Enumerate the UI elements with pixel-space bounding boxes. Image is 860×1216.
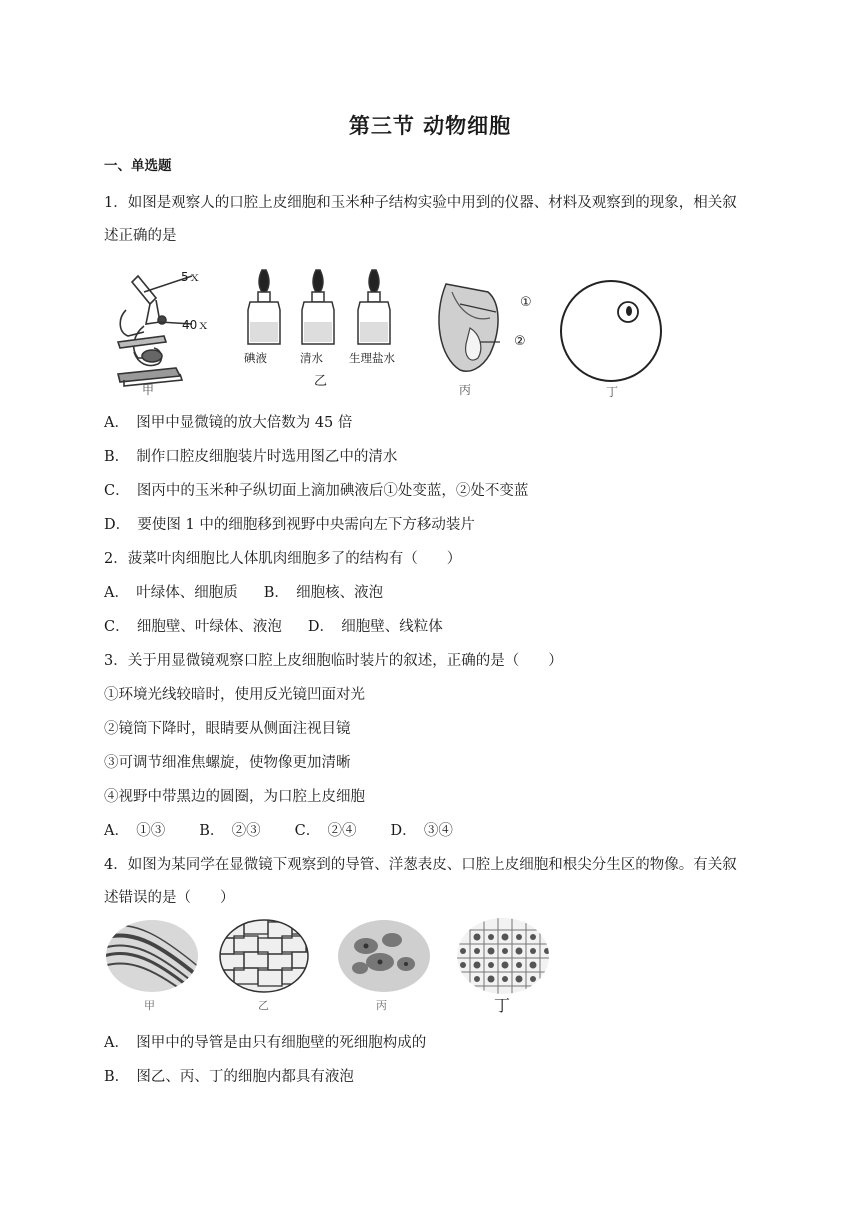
q4-option-a: A． 图甲中的导管是由只有细胞壁的死细胞构成的 bbox=[104, 1035, 427, 1051]
q2-options-row2 bbox=[104, 617, 443, 637]
q4-caption-yi: 乙 bbox=[258, 999, 269, 1012]
page-title: 第三节 动物细胞 bbox=[348, 114, 512, 138]
q3-option-a: A． ①③ bbox=[104, 823, 166, 839]
q2-options-row1 bbox=[104, 583, 383, 603]
q1-stem-line1: 1．如图是观察人的口腔上皮细胞和玉米种子结构实验中用到的仪器、材料及观察到的现象，相关叙 bbox=[104, 195, 737, 211]
q2-stem: 2．菠菜叶肉细胞比人体肌肉细胞多了的结构有（ ） bbox=[104, 551, 462, 567]
q2-option-a: A． 叶绿体、细胞质 bbox=[104, 585, 238, 601]
seed-mark-2: ② bbox=[514, 334, 526, 349]
q1-caption-ding: 丁 bbox=[606, 385, 619, 399]
q1-option-b: B． 制作口腔皮细胞装片时选用图乙中的清水 bbox=[104, 449, 398, 465]
q1-figure-microscope bbox=[104, 262, 234, 402]
q3-option-d: D． ③④ bbox=[390, 823, 453, 839]
lens-label-40x: 40ｘ bbox=[182, 318, 210, 332]
q3-statement-1: ①环境光线较暗时，使用反光镜凹面对光 bbox=[104, 687, 365, 703]
q4-caption-bing: 丙 bbox=[376, 999, 387, 1012]
q2-option-b: B． 细胞核、液泡 bbox=[263, 585, 384, 601]
q4-figure-root-tip bbox=[456, 916, 550, 996]
q4-stem-line2: 述错误的是（ ） bbox=[104, 890, 235, 906]
q1-caption-yi: 乙 bbox=[314, 374, 328, 389]
q1-option-a: A． 图甲中显微镜的放大倍数为 45 倍 bbox=[104, 415, 353, 431]
q1-caption-bing: 丙 bbox=[459, 383, 472, 397]
q2-option-d: D． 细胞壁、线粒体 bbox=[307, 619, 443, 635]
q3-stem: 3．关于用显微镜观察口腔上皮细胞临时装片的叙述，正确的是（ ） bbox=[104, 653, 563, 669]
q4-figure-cheek-cells bbox=[336, 918, 432, 994]
bottle-label-iodine: 碘液 bbox=[244, 351, 267, 365]
bottle-label-water: 清水 bbox=[300, 351, 323, 365]
section-heading: 一、单选题 bbox=[104, 158, 172, 174]
lens-label-5x: 5ｘ bbox=[181, 270, 201, 284]
q4-stem-line1: 4．如图为某同学在显微镜下观察到的导管、洋葱表皮、口腔上皮细胞和根尖分生区的物像。有关叙 bbox=[104, 857, 737, 873]
q1-stem-line2: 述正确的是 bbox=[104, 228, 177, 244]
q1-caption-jia: 甲 bbox=[142, 383, 155, 397]
q4-figure-onion-epidermis bbox=[218, 918, 310, 994]
q3-statement-3: ③可调节细准焦螺旋，使物像更加清晰 bbox=[104, 755, 351, 771]
q3-options-row bbox=[104, 821, 453, 841]
q1-option-c: C． 图丙中的玉米种子纵切面上滴加碘液后①处变蓝，②处不变蓝 bbox=[104, 483, 529, 499]
q4-caption-ding: 丁 bbox=[494, 996, 511, 1015]
q4-option-b: B． 图乙、丙、丁的细胞内都具有液泡 bbox=[104, 1069, 354, 1085]
q3-statement-2: ②镜筒下降时，眼睛要从侧面注视目镜 bbox=[104, 721, 351, 737]
q1-option-d: D． 要使图 1 中的细胞移到视野中央需向左下方移动装片 bbox=[104, 517, 475, 533]
q3-option-c: C． ②④ bbox=[294, 823, 357, 839]
bottle-label-saline: 生理盐水 bbox=[349, 351, 395, 365]
q3-option-b: B． ②③ bbox=[199, 823, 261, 839]
q1-figure-field-of-view bbox=[558, 278, 664, 384]
q4-caption-jia: 甲 bbox=[144, 999, 155, 1012]
q3-statement-4: ④视野中带黑边的圆圈，为口腔上皮细胞 bbox=[104, 789, 365, 805]
q2-option-c: C． 细胞壁、叶绿体、液泡 bbox=[104, 619, 282, 635]
q1-figure-bottles bbox=[240, 264, 400, 346]
seed-mark-1: ① bbox=[520, 295, 532, 310]
q1-figure-corn-seed bbox=[430, 278, 520, 378]
q4-figure-vessel bbox=[104, 918, 200, 994]
